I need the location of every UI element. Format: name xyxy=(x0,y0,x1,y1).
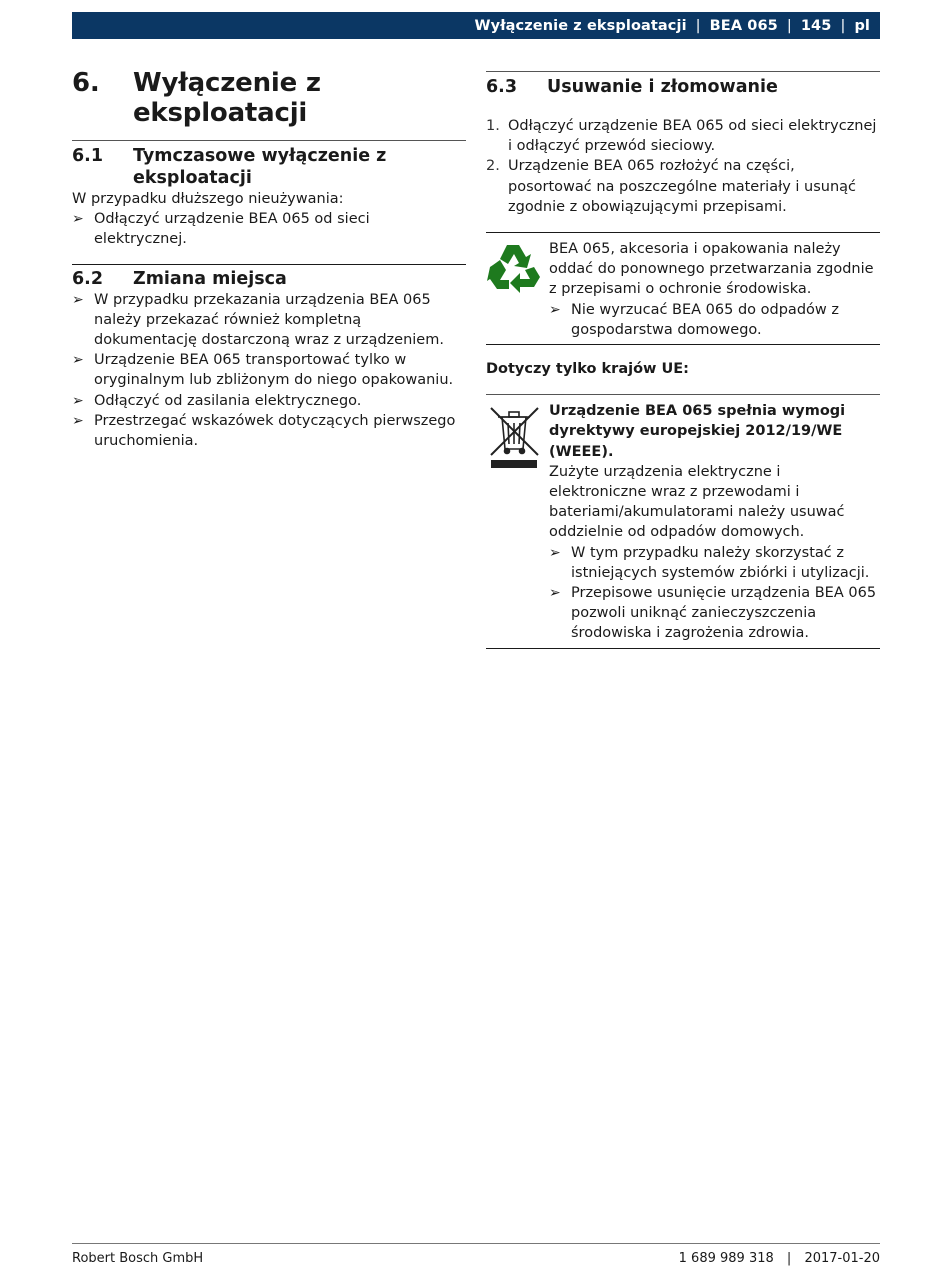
section-divider xyxy=(72,264,466,265)
section-6-1-intro: W przypadku dłuższego nieużywania: xyxy=(72,191,344,207)
section-6-1-bullets xyxy=(72,209,466,249)
chapter-title xyxy=(72,68,466,128)
header-model: BEA 065 xyxy=(709,17,778,34)
arrow-bullet-icon: ➢ xyxy=(72,352,84,369)
list-item xyxy=(72,350,466,390)
box-divider xyxy=(486,344,880,345)
header-page-number: 145 xyxy=(800,17,832,34)
chapter-number: 6. xyxy=(72,68,100,98)
recycle-icon xyxy=(486,239,549,340)
list-item xyxy=(549,583,880,644)
disposal-steps xyxy=(486,116,880,217)
arrow-bullet-icon: ➢ xyxy=(549,301,561,318)
list-item-text: Odłączyć urządzenie BEA 065 od sieci elektrycznej. xyxy=(94,211,370,248)
section-number: 6.3 xyxy=(486,77,518,97)
list-item xyxy=(549,543,880,583)
section-title: Zmiana miejsca xyxy=(133,268,287,289)
right-column xyxy=(486,60,880,649)
list-item-text: W przypadku przekazania urządzenia BEA 065 należy przekazać również kompletną dokumentację dostarczoną wraz z urządzeniem. xyxy=(94,291,444,349)
chapter-title-text: Wyłączenie z eksploatacji xyxy=(133,68,321,128)
step-number: 1. xyxy=(486,118,500,134)
arrow-bullet-icon: ➢ xyxy=(549,544,561,561)
section-divider xyxy=(72,140,466,141)
weee-bin-icon xyxy=(486,401,549,643)
footer-separator: | xyxy=(786,1251,792,1266)
step-number: 2. xyxy=(486,158,500,175)
footer-company: Robert Bosch GmbH xyxy=(72,1251,204,1266)
weee-text: Zużyte urządzenia elektryczne i elektroniczne wraz z przewodami i bateriami/akumulatorami należy usuwać oddzielnie od odpadów domowych. xyxy=(549,463,845,541)
list-item xyxy=(486,116,880,156)
footer-date: 2017-01-20 xyxy=(804,1251,880,1266)
weee-notice xyxy=(486,395,880,647)
list-item xyxy=(72,411,466,451)
arrow-bullet-icon: ➢ xyxy=(72,291,84,308)
footer-info xyxy=(679,1251,880,1266)
list-item xyxy=(549,300,880,340)
footer-divider xyxy=(72,1243,880,1244)
eu-only-heading: Dotyczy tylko krajów UE: xyxy=(486,361,689,378)
weee-text-block xyxy=(549,401,880,643)
header-separator: | xyxy=(695,17,701,34)
list-item-text: Urządzenie BEA 065 rozłożyć na części, posortować na poszczególne materiały i usunąć zgodnie z obowiązującymi przepisami. xyxy=(508,158,857,215)
section-title: Usuwanie i złomowanie xyxy=(547,77,778,97)
left-column xyxy=(72,60,466,451)
header-separator: | xyxy=(840,17,846,34)
header-language: pl xyxy=(854,17,870,34)
list-item-text: Odłączyć urządzenie BEA 065 od sieci elektrycznej i odłączyć przewód sieciowy. xyxy=(508,118,877,155)
header-bar xyxy=(72,12,880,39)
header-separator: | xyxy=(786,17,792,34)
section-6-1-heading xyxy=(72,145,466,189)
section-6-2-heading xyxy=(72,268,466,290)
recycling-text-block xyxy=(549,239,880,340)
section-number: 6.1 xyxy=(72,146,104,166)
list-item xyxy=(72,391,466,411)
section-6-2-bullets xyxy=(72,290,466,452)
recycling-text: BEA 065, akcesoria i opakowania należy oddać do ponownego przetwarzania zgodnie z przepisami o ochronie środowiska. xyxy=(549,241,874,298)
recycling-bullets xyxy=(549,300,880,340)
list-item-text: Przepisowe usunięcie urządzenia BEA 065 pozwoli uniknąć zanieczyszczenia środowiska i zagrożenia zdrowia. xyxy=(571,585,877,642)
box-divider xyxy=(486,648,880,649)
arrow-bullet-icon: ➢ xyxy=(549,585,561,602)
header-chapter: Wyłączenie z eksploatacji xyxy=(474,17,687,34)
list-item xyxy=(72,290,466,351)
list-item-text: Nie wyrzucać BEA 065 do odpadów z gospodarstwa domowego. xyxy=(571,301,839,338)
arrow-bullet-icon: ➢ xyxy=(72,392,84,409)
section-number: 6.2 xyxy=(72,268,104,289)
section-title: Tymczasowe wyłączenie z eksploatacji xyxy=(133,146,387,188)
footer-doc-number: 1 689 989 318 xyxy=(678,1251,774,1266)
arrow-bullet-icon: ➢ xyxy=(72,211,84,228)
recycling-notice xyxy=(486,233,880,344)
section-6-3-heading xyxy=(486,76,880,98)
list-item-text: W tym przypadku należy skorzystać z istniejących systemów zbiórki i utylizacji. xyxy=(571,544,870,581)
weee-bullets xyxy=(549,543,880,644)
list-item-text: Odłączyć od zasilania elektrycznego. xyxy=(94,392,362,409)
list-item xyxy=(486,156,880,217)
list-item xyxy=(72,209,466,249)
list-item-text: Urządzenie BEA 065 transportować tylko w oryginalnym lub zbliżonym do niego opakowaniu. xyxy=(94,352,454,389)
arrow-bullet-icon: ➢ xyxy=(72,412,84,429)
section-divider xyxy=(486,71,880,72)
list-item-text: Przestrzegać wskazówek dotyczących pierwszego uruchomienia. xyxy=(94,412,456,450)
weee-title: Urządzenie BEA 065 spełnia wymogi dyrektywy europejskiej 2012/19/WE (WEEE). xyxy=(549,403,846,460)
